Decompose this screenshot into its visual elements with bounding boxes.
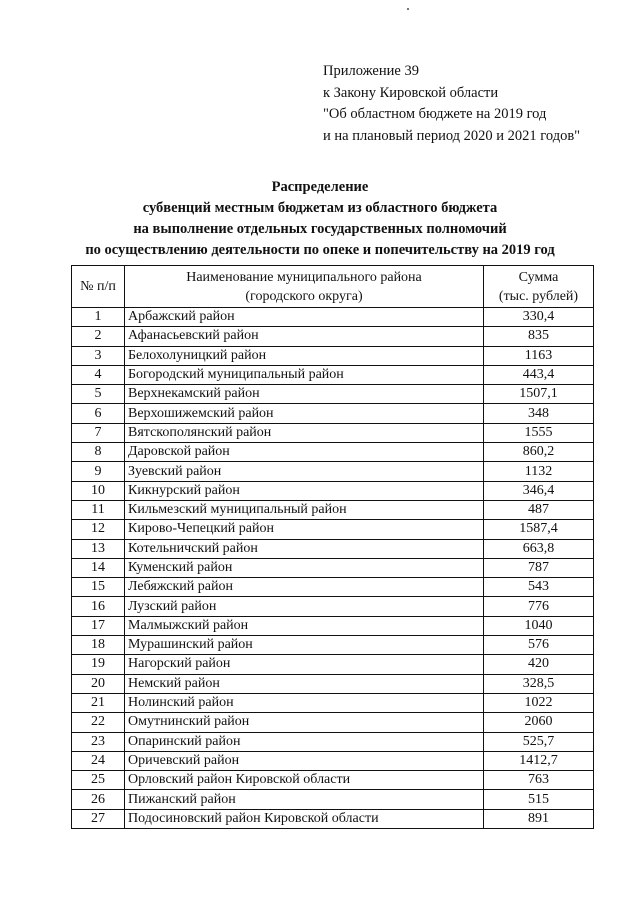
row-name-cell: Немский район xyxy=(125,674,484,693)
table-row xyxy=(72,751,594,770)
table-row xyxy=(72,443,594,462)
row-sum-cell: 525,7 xyxy=(484,732,594,751)
header-num: № п/п xyxy=(72,266,125,308)
table-row xyxy=(72,771,594,790)
row-sum-cell: 515 xyxy=(484,790,594,809)
table-row xyxy=(72,500,594,519)
row-sum-cell: 420 xyxy=(484,655,594,674)
row-sum-cell: 835 xyxy=(484,327,594,346)
row-name-cell: Верхнекамский район xyxy=(125,385,484,404)
row-name-cell: Лебяжский район xyxy=(125,578,484,597)
row-name-cell: Нолинский район xyxy=(125,693,484,712)
heading-line-4: по осуществлению деятельности по опеке и попечительству на 2019 год xyxy=(85,242,555,258)
row-number-cell: 7 xyxy=(72,423,125,442)
table-row xyxy=(72,346,594,365)
row-sum-cell: 487 xyxy=(484,500,594,519)
row-name-cell: Куменский район xyxy=(125,558,484,577)
row-number-cell: 21 xyxy=(72,693,125,712)
row-number-cell: 26 xyxy=(72,790,125,809)
row-number-cell: 22 xyxy=(72,713,125,732)
row-name-cell: Кикнурский район xyxy=(125,481,484,500)
annex-line-2: к Закону Кировской области xyxy=(323,84,499,101)
row-name-cell: Богородский муниципальный район xyxy=(125,365,484,384)
row-number-cell: 20 xyxy=(72,674,125,693)
row-number-cell: 11 xyxy=(72,500,125,519)
row-name-cell: Верхошижемский район xyxy=(125,404,484,423)
row-name-cell: Пижанский район xyxy=(125,790,484,809)
table-row xyxy=(72,732,594,751)
row-number-cell: 6 xyxy=(72,404,125,423)
row-number-cell: 5 xyxy=(72,385,125,404)
row-sum-cell: 328,5 xyxy=(484,674,594,693)
row-number-cell: 24 xyxy=(72,751,125,770)
header-name-line-2: (городского округа) xyxy=(245,288,363,304)
row-number-cell: 23 xyxy=(72,732,125,751)
row-number-cell: 19 xyxy=(72,655,125,674)
table-row xyxy=(72,481,594,500)
table-row xyxy=(72,597,594,616)
row-name-cell: Подосиновский район Кировской области xyxy=(125,809,484,828)
row-name-cell: Афанасьевский район xyxy=(125,327,484,346)
row-sum-cell: 860,2 xyxy=(484,443,594,462)
row-name-cell: Белохолуницкий район xyxy=(125,346,484,365)
row-name-cell: Орловский район Кировской области xyxy=(125,771,484,790)
row-number-cell: 9 xyxy=(72,462,125,481)
row-sum-cell: 348 xyxy=(484,404,594,423)
table-header xyxy=(72,266,594,308)
row-name-cell: Лузский район xyxy=(125,597,484,616)
row-sum-cell: 763 xyxy=(484,771,594,790)
header-row xyxy=(72,266,594,308)
row-name-cell: Зуевский район xyxy=(125,462,484,481)
row-number-cell: 13 xyxy=(72,539,125,558)
annex-line-1: Приложение 39 xyxy=(323,63,419,79)
heading-line-3: на выполнение отдельных государственных полномочий xyxy=(133,221,507,237)
header-name-line-1: Наименование муниципального района xyxy=(186,269,422,285)
header-sum-line-1: Сумма xyxy=(518,269,559,285)
row-sum-cell: 1022 xyxy=(484,693,594,712)
subsidy-table xyxy=(71,265,594,829)
row-sum-cell: 576 xyxy=(484,636,594,655)
row-sum-cell: 1132 xyxy=(484,462,594,481)
row-sum-cell: 1507,1 xyxy=(484,385,594,404)
row-name-cell: Омутнинский район xyxy=(125,713,484,732)
row-sum-cell: 1040 xyxy=(484,616,594,635)
table-row xyxy=(72,674,594,693)
table-row xyxy=(72,616,594,635)
table-row xyxy=(72,520,594,539)
row-sum-cell: 1163 xyxy=(484,346,594,365)
table-row xyxy=(72,308,594,327)
row-name-cell: Кильмезский муниципальный район xyxy=(125,500,484,519)
table-row xyxy=(72,385,594,404)
table-row xyxy=(72,558,594,577)
row-sum-cell: 1587,4 xyxy=(484,520,594,539)
row-number-cell: 17 xyxy=(72,616,125,635)
table-row xyxy=(72,655,594,674)
row-name-cell: Вятскополянский район xyxy=(125,423,484,442)
table-row xyxy=(72,578,594,597)
row-sum-cell: 2060 xyxy=(484,713,594,732)
row-number-cell: 4 xyxy=(72,365,125,384)
table-body xyxy=(72,308,594,829)
row-name-cell: Кирово-Чепецкий район xyxy=(125,520,484,539)
row-number-cell: 14 xyxy=(72,558,125,577)
annex-block xyxy=(323,61,580,147)
row-name-cell: Котельничский район xyxy=(125,539,484,558)
row-name-cell: Оричевский район xyxy=(125,751,484,770)
row-number-cell: 18 xyxy=(72,636,125,655)
row-sum-cell: 543 xyxy=(484,578,594,597)
table-row xyxy=(72,636,594,655)
row-number-cell: 15 xyxy=(72,578,125,597)
row-number-cell: 2 xyxy=(72,327,125,346)
heading-line-2: субвенций местным бюджетам из областного бюджета xyxy=(142,200,498,216)
header-sum xyxy=(484,266,594,308)
table-row xyxy=(72,423,594,442)
row-number-cell: 10 xyxy=(72,481,125,500)
table-row xyxy=(72,327,594,346)
row-sum-cell: 787 xyxy=(484,558,594,577)
row-sum-cell: 330,4 xyxy=(484,308,594,327)
row-number-cell: 12 xyxy=(72,520,125,539)
annex-line-4: и на плановый период 2020 и 2021 годов" xyxy=(323,127,581,144)
row-name-cell: Арбажский район xyxy=(125,308,484,327)
row-sum-cell: 1555 xyxy=(484,423,594,442)
row-sum-cell: 891 xyxy=(484,809,594,828)
row-number-cell: 25 xyxy=(72,771,125,790)
annex-line-3: "Об областном бюджете на 2019 год xyxy=(323,106,547,122)
table-row xyxy=(72,462,594,481)
row-sum-cell: 1412,7 xyxy=(484,751,594,770)
row-name-cell: Нагорский район xyxy=(125,655,484,674)
table-row xyxy=(72,404,594,423)
row-name-cell: Опаринский район xyxy=(125,732,484,751)
heading-line-1: Распределение xyxy=(271,179,369,195)
row-sum-cell: 346,4 xyxy=(484,481,594,500)
row-sum-cell: 776 xyxy=(484,597,594,616)
row-name-cell: Даровской район xyxy=(125,443,484,462)
scan-speck xyxy=(407,8,409,10)
table-row xyxy=(72,713,594,732)
table-row xyxy=(72,539,594,558)
row-number-cell: 8 xyxy=(72,443,125,462)
row-number-cell: 1 xyxy=(72,308,125,327)
row-name-cell: Малмыжский район xyxy=(125,616,484,635)
row-sum-cell: 663,8 xyxy=(484,539,594,558)
row-sum-cell: 443,4 xyxy=(484,365,594,384)
table-row xyxy=(72,809,594,828)
header-sum-line-2: (тыс. рублей) xyxy=(498,288,579,304)
row-name-cell: Мурашинский район xyxy=(125,636,484,655)
row-number-cell: 27 xyxy=(72,809,125,828)
table-row xyxy=(72,693,594,712)
header-name xyxy=(125,266,484,308)
table-row xyxy=(72,365,594,384)
row-number-cell: 16 xyxy=(72,597,125,616)
table-row xyxy=(72,790,594,809)
row-number-cell: 3 xyxy=(72,346,125,365)
document-heading xyxy=(0,177,640,261)
